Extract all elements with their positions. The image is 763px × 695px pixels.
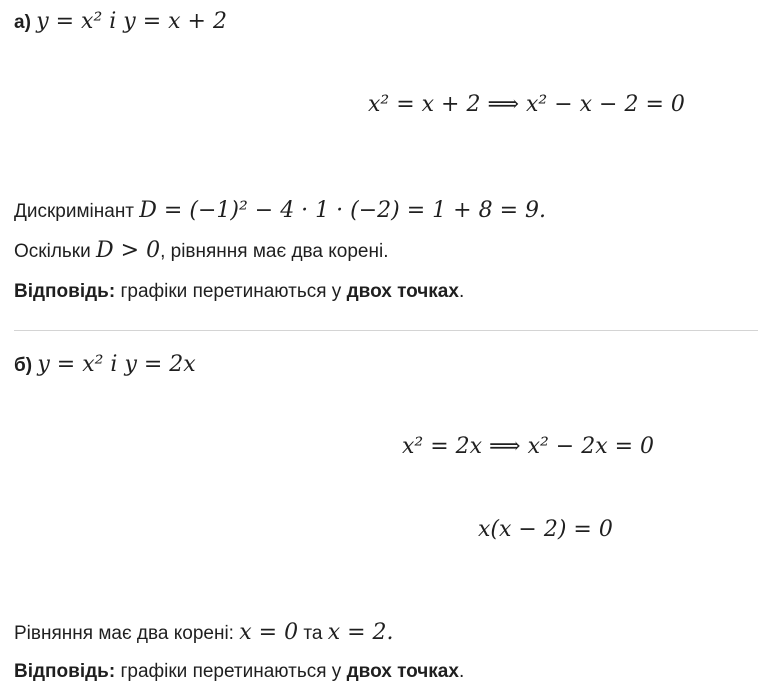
part-b-display-equation-2: x(x − 2) = 0: [478, 517, 613, 542]
discriminant-expression: D = (−1)² − 4 · 1 · (−2) = 1 + 8 = 9.: [139, 198, 546, 223]
answer-bold: двох точках: [346, 661, 459, 682]
section-divider: [14, 330, 758, 331]
part-b-heading-equation: y = x² і y = 2x: [37, 352, 196, 377]
discriminant-lead: Дискримінант: [14, 201, 135, 222]
root-x1: x = 0: [239, 620, 299, 645]
since-expression: D > 0: [96, 238, 161, 263]
roots-line: [14, 621, 394, 646]
answer-label: Відповідь:: [14, 281, 116, 302]
part-a-label: а): [14, 12, 31, 33]
part-b-label: б): [14, 355, 33, 376]
root-x2: x = 2.: [327, 620, 394, 645]
part-a-heading-equation: y = x² і y = x + 2: [36, 9, 227, 34]
answer-end: .: [458, 661, 465, 682]
answer-text: графіки перетинаються у: [115, 661, 347, 682]
answer-bold: двох точках: [346, 281, 459, 302]
roots-and: та: [303, 623, 323, 644]
since-lead: Оскільки: [14, 241, 91, 262]
since-tail: , рівняння має два корені.: [160, 241, 389, 262]
discriminant-line: [14, 199, 546, 224]
part-a-answer: [14, 280, 464, 304]
part-a-heading: [14, 10, 227, 35]
answer-end: .: [458, 281, 465, 302]
part-b-answer: [14, 660, 464, 684]
part-b-heading: [14, 353, 196, 378]
part-b-display-equation-1: x² = 2x ⟹ x² − 2x = 0: [402, 434, 655, 459]
answer-text: графіки перетинаються у: [115, 281, 347, 302]
part-a-display-equation: x² = x + 2 ⟹ x² − x − 2 = 0: [368, 92, 685, 117]
roots-lead: Рівняння має два корені:: [14, 623, 234, 644]
since-line: [14, 239, 389, 264]
answer-label: Відповідь:: [14, 661, 116, 682]
